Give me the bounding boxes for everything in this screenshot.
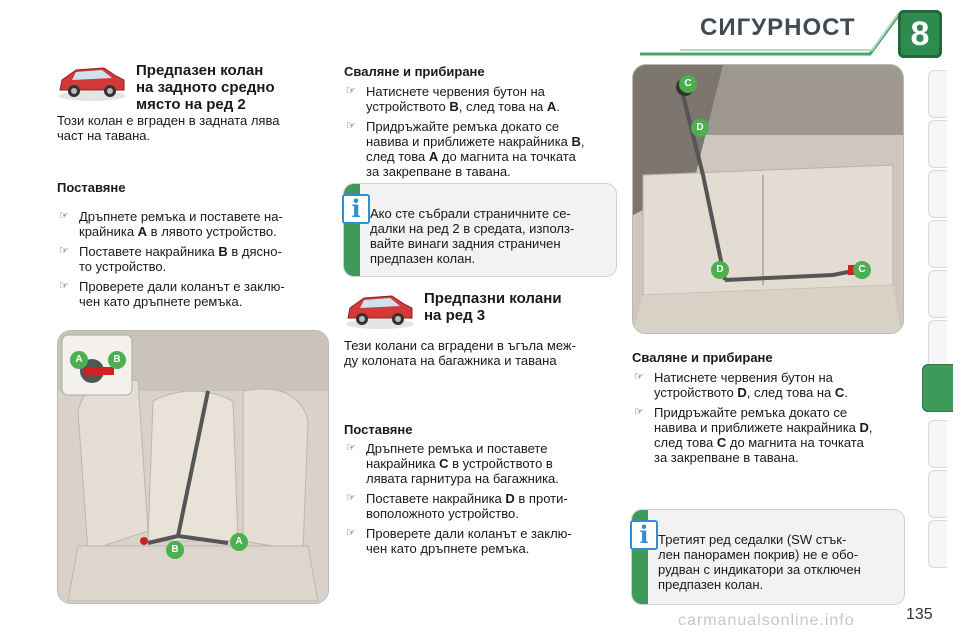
- info-box-row3: i Третият ред седалки (SW стък- лен панорамен покрив) не е обо- рудван с индикатори за отключен предпазен колан.: [632, 510, 904, 604]
- pointing-hand-icon: ☞: [59, 280, 69, 292]
- chapter-badge: 8: [898, 10, 942, 58]
- list-item: ☞ Поставете накрайника B в дясно- то устройство.: [59, 244, 282, 274]
- list-item: ☞ Проверете дали коланът е заклю- чен като дръпнете ремъка.: [346, 526, 572, 556]
- remove-heading: Сваляне и прибиране: [632, 350, 773, 365]
- info-box-row2: i Ако сте събрали страничните се- далки на ред 2 в средата, използ- вайте винаги задния страничен предпазен колан.: [344, 184, 616, 276]
- list-item: ☞ Придръжайте ремъка докато се навива и приближете накрайника D, след това C до магнита на точката за закрепване в тавана.: [634, 405, 873, 465]
- list-item: ☞ Дръпнете ремъка и поставете на- крайника A в лявото устройство.: [59, 209, 283, 239]
- page-title: СИГУРНОСТ: [700, 14, 856, 41]
- section-title-row3: Предпазни колани на ред 3: [424, 290, 562, 324]
- install-heading: Поставяне: [344, 422, 413, 437]
- pointing-hand-icon: ☞: [346, 527, 356, 539]
- label-a: A: [70, 351, 88, 369]
- pointing-hand-icon: ☞: [634, 406, 644, 418]
- page-number: 135: [906, 606, 933, 623]
- list-item: ☞ Дръпнете ремъка и поставете накрайника C в устройството в лявата гарнитура на багажника.: [346, 441, 559, 486]
- install-list-row3: [344, 441, 616, 561]
- label-b: B: [108, 351, 126, 369]
- section-title-row2: Предпазен колан на задното средно място на ред 2: [136, 62, 275, 113]
- list-item: ☞ Проверете дали коланът е заклю- чен като дръпнете ремъка.: [59, 279, 285, 309]
- chapter-tab[interactable]: [928, 470, 947, 518]
- seat-photo-row3: [632, 64, 904, 334]
- label-b: B: [166, 541, 184, 559]
- pointing-hand-icon: ☞: [59, 210, 69, 222]
- label-d: D: [711, 261, 729, 279]
- list-item: ☞ Придръжайте ремъка докато се навива и приближете накрайника B, след това A до магнита на точката за закрепване в тавана.: [346, 119, 585, 179]
- chapter-tab-active[interactable]: [922, 364, 953, 412]
- info-icon: i: [342, 194, 370, 224]
- car-icon: [56, 62, 128, 102]
- car-icon: [344, 290, 416, 330]
- chapter-tab[interactable]: [928, 70, 947, 118]
- chapter-tab[interactable]: [928, 220, 947, 268]
- intro-row3: Тези колани са вградени в ъгъла меж- ду колоната на багажника и тавана: [344, 338, 576, 368]
- install-list-row2: [57, 209, 327, 314]
- watermark: carmanualsonline.info: [678, 612, 855, 629]
- pointing-hand-icon: ☞: [346, 85, 356, 97]
- label-a: A: [230, 533, 248, 551]
- chapter-tabs: [928, 70, 948, 570]
- list-item: ☞ Натиснете червения бутон на устройството D, след това на C.: [634, 370, 848, 400]
- label-c: C: [853, 261, 871, 279]
- remove-list-row2: [344, 84, 616, 184]
- install-heading: Поставяне: [57, 180, 126, 195]
- chapter-tab[interactable]: [928, 520, 947, 568]
- chapter-tab[interactable]: [928, 170, 947, 218]
- list-item: ☞ Поставете накрайника D в проти- воположното устройство.: [346, 491, 568, 521]
- pointing-hand-icon: ☞: [346, 442, 356, 454]
- chapter-tab[interactable]: [928, 420, 947, 468]
- chapter-tab[interactable]: [928, 320, 947, 368]
- seat-photo-row2: [57, 330, 329, 604]
- list-item: ☞ Натиснете червения бутон на устройството B, след това на A.: [346, 84, 560, 114]
- label-d: D: [691, 119, 709, 137]
- pointing-hand-icon: ☞: [346, 120, 356, 132]
- remove-heading: Сваляне и прибиране: [344, 64, 485, 79]
- label-c: C: [679, 75, 697, 93]
- intro-row2: Този колан е вграден в задната лява част на тавана.: [57, 113, 280, 143]
- pointing-hand-icon: ☞: [346, 492, 356, 504]
- pointing-hand-icon: ☞: [634, 371, 644, 383]
- pointing-hand-icon: ☞: [59, 245, 69, 257]
- remove-list-row3: [632, 370, 904, 470]
- info-icon: i: [630, 520, 658, 550]
- chapter-tab[interactable]: [928, 270, 947, 318]
- chapter-tab[interactable]: [928, 120, 947, 168]
